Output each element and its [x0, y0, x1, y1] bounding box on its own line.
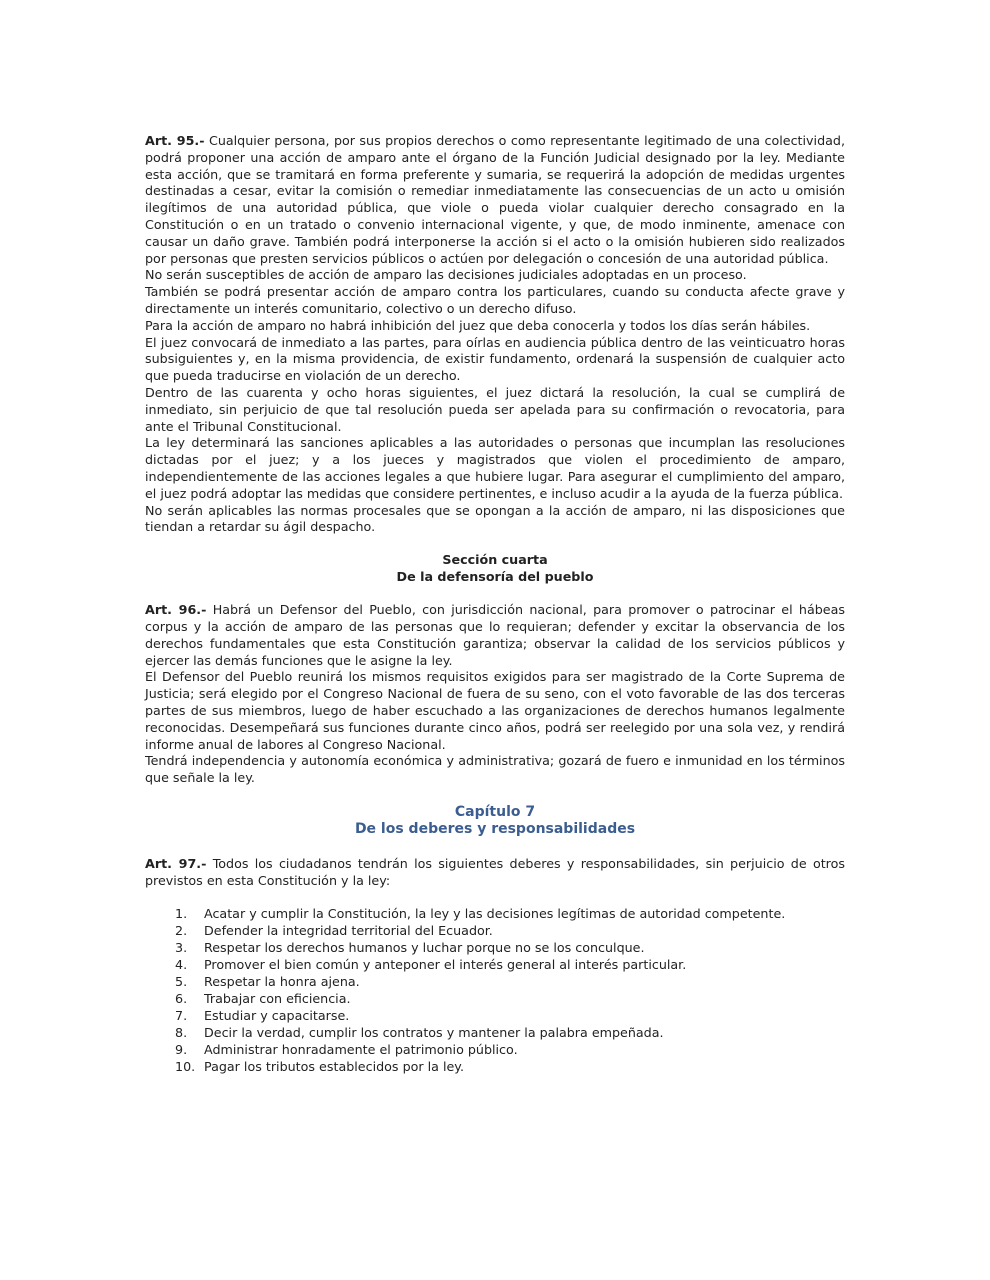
art-95-text-1: Cualquier persona, por sus propios derechos o como representante legitimado de una colectividad, podrá proponer una acción de amparo ante el órgano de la Función Judicial designado por la ley. Mediante esta acción, que se tramitará en forma preferente y sumaria, se requerirá la adopción de medidas urgentes destinadas a cesar, evitar la comisión o remediar inmediatamente las consecuencias de un acto u omisión ilegítimos de una autoridad pública, que viole o pueda violar cualquier derecho consagrado en la Constitución o en un tratado o convenio internacional vigente, y que, de modo inminente, amenace con causar un daño grave. También podrá interponerse la acción si el acto o la omisión hubieren sido realizados por personas que presten servicios públicos o actúen por delegación o concesión de una autoridad pública.	[145, 133, 845, 266]
list-item-number: 5.	[175, 974, 188, 990]
art-95-paragraph-3: También se podrá presentar acción de amparo contra los particulares, cuando su conducta afecte grave y directamente un interés comunitario, colectivo o un derecho difuso.	[145, 284, 845, 316]
list-item-number: 2.	[175, 923, 188, 939]
list-item-number: 3.	[175, 940, 188, 956]
art-95-paragraph-7: La ley determinará las sanciones aplicables a las autoridades o personas que incumplan las resoluciones dictadas por el juez; y a los jueces y magistrados que violen el procedimiento de amparo, independientemente de las acciones legales a que hubiere lugar. Para asegurar el cumplimiento del amparo, el juez podrá adoptar las medidas que considere pertinentes, e incluso acudir a la ayuda de la fuerza pública.	[145, 435, 845, 501]
list-item	[145, 1008, 845, 1025]
list-item	[145, 1042, 845, 1059]
list-item-text: Administrar honradamente el patrimonio público.	[204, 1041, 518, 1057]
art-96-paragraph-3: Tendrá independencia y autonomía económica y administrativa; gozará de fuero e inmunidad en los términos que señale la ley.	[145, 753, 845, 786]
list-item-text: Pagar los tributos establecidos por la ley.	[204, 1058, 465, 1074]
section-subtitle: De la defensoría del pueblo	[396, 569, 594, 585]
art-97-text-1: Todos los ciudadanos tendrán los siguientes deberes y responsabilidades, sin perjuicio de otros previstos en esta Constitución y la ley:	[145, 855, 845, 888]
art-95-label: Art. 95.-	[145, 133, 205, 148]
art-95-paragraph-1	[145, 133, 845, 267]
list-item	[145, 1059, 845, 1076]
list-item-number: 4.	[175, 957, 188, 973]
list-item-number: 1.	[175, 906, 188, 922]
art-95-paragraph-8: No serán aplicables las normas procesales que se opongan a la acción de amparo, ni las disposiciones que tiendan a retardar su ágil despacho.	[145, 502, 845, 535]
art-95-paragraph-4: Para la acción de amparo no habrá inhibición del juez que deba conocerla y todos los días serán hábiles.	[145, 317, 811, 333]
art-96-paragraph-1	[145, 602, 845, 669]
list-item-text: Respetar los derechos humanos y luchar porque no se los conculque.	[204, 940, 645, 956]
list-item	[145, 923, 845, 940]
list-item	[145, 1025, 845, 1042]
art-95-paragraph-5: El juez convocará de inmediato a las partes, para oírlas en audiencia pública dentro de las veinticuatro horas subsiguientes y, en la misma providencia, de existir fundamento, ordenará la suspensión de cualquier acto que pueda traducirse en violación de un derecho.	[145, 334, 845, 384]
art-96-label: Art. 96.-	[145, 602, 207, 618]
list-item-text: Trabajar con eficiencia.	[204, 991, 351, 1007]
list-item	[145, 906, 845, 923]
art-96-text-1: Habrá un Defensor del Pueblo, con jurisdicción nacional, para promover o patrocinar el hábeas corpus y la acción de amparo de las personas que lo requieran; defender y excitar la observancia de los derechos fundamentales que esta Constitución garantiza; observar la calidad de los servicios públicos y ejercer las demás funciones que le asigne la ley.	[145, 602, 845, 668]
chapter-subtitle: De los deberes y responsabilidades	[354, 821, 636, 838]
list-item-number: 9.	[175, 1041, 188, 1057]
list-item-text: Decir la verdad, cumplir los contratos y mantener la palabra empeñada.	[204, 1024, 664, 1040]
list-item-number: 7.	[175, 1007, 188, 1023]
list-item	[145, 940, 845, 957]
duties-list	[145, 906, 845, 1075]
list-item	[145, 991, 845, 1008]
list-item-text: Promover el bien común y anteponer el interés general al interés particular.	[204, 957, 687, 973]
list-item-text: Respetar la honra ajena.	[204, 974, 360, 990]
art-97-label: Art. 97.-	[145, 855, 207, 871]
document-page	[145, 133, 845, 1076]
art-97-paragraph-1	[145, 856, 845, 890]
list-item-text: Defender la integridad territorial del Ecuador.	[204, 923, 493, 939]
list-item-number: 6.	[175, 991, 188, 1007]
chapter-title: Capítulo 7	[454, 803, 536, 820]
list-item-text: Estudiar y capacitarse.	[204, 1007, 350, 1023]
art-95-paragraph-2: No serán susceptibles de acción de amparo las decisiones judiciales adoptadas en un proceso.	[145, 267, 747, 283]
chapter-heading	[145, 804, 845, 839]
section-heading	[145, 551, 845, 585]
section-title: Sección cuarta	[442, 552, 548, 568]
list-item	[145, 957, 845, 974]
list-item-text: Acatar y cumplir la Constitución, la ley y las decisiones legítimas de autoridad competente.	[204, 906, 786, 922]
list-item	[145, 974, 845, 991]
art-96-paragraph-2: El Defensor del Pueblo reunirá los mismos requisitos exigidos para ser magistrado de la Corte Suprema de Justicia; será elegido por el Congreso Nacional de fuera de su seno, con el voto favorable de las dos terceras partes de sus miembros, luego de haber escuchado a las organizaciones de derechos humanos legalmente reconocidas. Desempeñará sus funciones durante cinco años, podrá ser reelegido por una sola vez, y rendirá informe anual de labores al Congreso Nacional.	[145, 669, 845, 752]
art-95-paragraph-6: Dentro de las cuarenta y ocho horas siguientes, el juez dictará la resolución, la cual se cumplirá de inmediato, sin perjuicio de que tal resolución pueda ser apelada para su confirmación o revocatoria, para ante el Tribunal Constitucional.	[145, 384, 845, 434]
list-item-number: 8.	[175, 1024, 188, 1040]
list-item-number: 10.	[175, 1058, 196, 1074]
